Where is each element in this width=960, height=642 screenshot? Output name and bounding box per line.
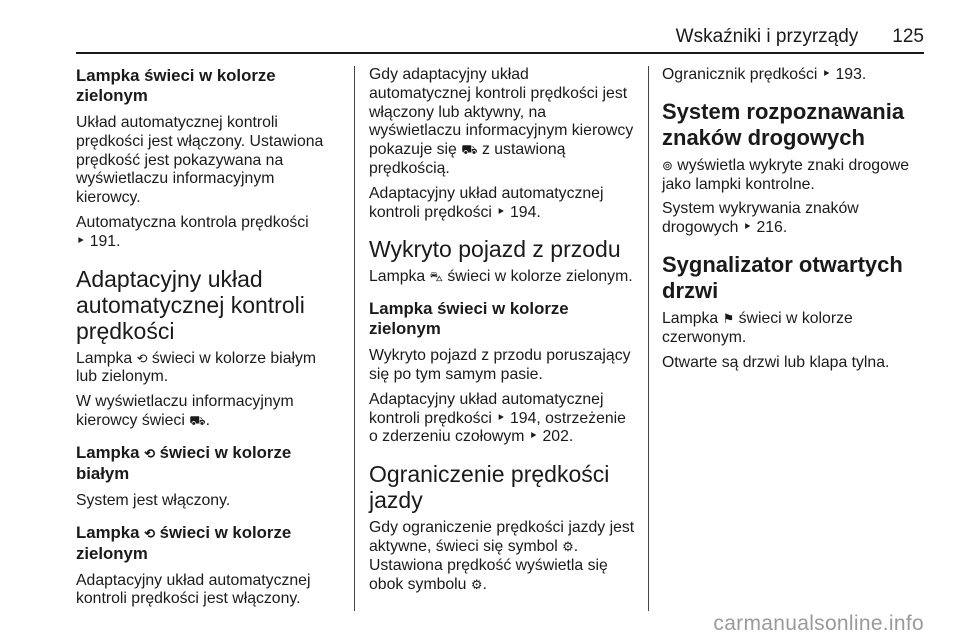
section-heading-speed-limit: Ograniczenie prędkości jazdy <box>369 461 610 514</box>
traffic-sign-icon: ⊚ <box>662 157 673 173</box>
subheading-green-lamp: Lampka świeci w kolorze zielonym <box>76 66 276 105</box>
subheading-green-lamp-acc: Lampka ⟲ świeci w kolorze zielonym <box>76 522 292 563</box>
speed-limiter-icon: ⚙ <box>562 538 574 554</box>
page-number: 125 <box>892 26 924 47</box>
paragraph: Adaptacyjny układ automatycznej kontroli prędkości jest włączony. <box>76 571 311 608</box>
section-heading-door-open: Sygnalizator otwartych drzwi <box>662 251 903 303</box>
section-heading-acc: Adaptacyjny układ automatycznej kontroli prędkości <box>76 265 305 344</box>
watermark: carmanualsonline.info <box>713 612 924 635</box>
open-door-icon: ⚑ <box>722 310 735 326</box>
speedometer-icon: ⟲ <box>144 445 155 461</box>
paragraph: Gdy ograniczenie prędkości jazdy jest aktywne, świeci się symbol ⚙. Ustawiona prędkość wyświetla się obok symbolu ⚙. <box>369 519 635 593</box>
paragraph: Automatyczna kontrola prędkości ‣ 191. <box>76 213 309 250</box>
paragraph: ⊚ wyświetla wykryte znaki drogowe jako lampki kontrolne. <box>662 156 910 193</box>
paragraph: Lampka ⚑ świeci w kolorze czerwonym. <box>662 309 853 346</box>
header-rule <box>76 52 924 54</box>
subheading-green-lamp: Lampka świeci w kolorze zielonym <box>369 299 569 339</box>
column-1 <box>76 66 338 615</box>
speedometer-icon: ⟲ <box>136 350 148 366</box>
paragraph: Lampka ⛍ świeci w kolorze zielonym. <box>369 268 633 286</box>
acc-car-icon: ⛟ <box>189 412 206 428</box>
column-divider-1 <box>354 66 355 611</box>
column-2 <box>369 66 635 600</box>
subheading-white-lamp: Lampka ⟲ świeci w kolorze białym <box>76 442 292 483</box>
section-heading-vehicle-ahead: Wykryto pojazd z przodu <box>369 236 621 263</box>
section-heading-sign-recognition: System rozpoznawania znaków drogowych <box>662 98 905 150</box>
paragraph: Adaptacyjny układ automatycznej kontroli prędkości ‣ 194, ostrzeżenie o zderzeniu czołowym ‣ 202. <box>369 390 626 446</box>
header-title: Wskaźniki i przyrządy <box>675 26 859 47</box>
paragraph: Wykryto pojazd z przodu poruszający się po tym samym pasie. <box>369 347 631 383</box>
paragraph: Adaptacyjny układ automatycznej kontroli prędkości ‣ 194. <box>369 184 604 221</box>
page-reference: ‣ 191. <box>76 232 121 250</box>
paragraph: System jest włączony. <box>76 491 231 509</box>
car-front-icon: ⛍ <box>429 269 443 285</box>
speedometer-icon: ⟲ <box>144 525 155 541</box>
page-header <box>676 26 924 48</box>
column-divider-2 <box>648 66 649 611</box>
column-3 <box>662 66 926 378</box>
paragraph: Układ automatycznej kontroli prędkości jest włączony. Ustawiona prędkość jest pokazywana na wyświetlaczu informacyjnym kierowcy. <box>76 114 324 207</box>
paragraph: Lampka ⟲ świeci w kolorze białym lub zielonym. <box>76 349 317 386</box>
paragraph: System wykrywania znaków drogowych ‣ 216. <box>662 200 859 237</box>
speed-limiter-icon: ⚙ <box>470 576 483 592</box>
paragraph: Otwarte są drzwi lub klapa tylna. <box>662 353 890 371</box>
paragraph: Gdy adaptacyjny układ automatycznej kontroli prędkości jest włączony lub aktywny, na wyświetlaczu informacyjnym kierowcy pokazuje się ⛟ z ustawioną prędkością. <box>369 66 634 177</box>
acc-car-icon: ⛟ <box>461 142 478 158</box>
paragraph: W wyświetlaczu informacyjnym kierowcy świeci ⛟. <box>76 393 294 429</box>
paragraph: Ogranicznik prędkości ‣ 193. <box>662 66 867 83</box>
